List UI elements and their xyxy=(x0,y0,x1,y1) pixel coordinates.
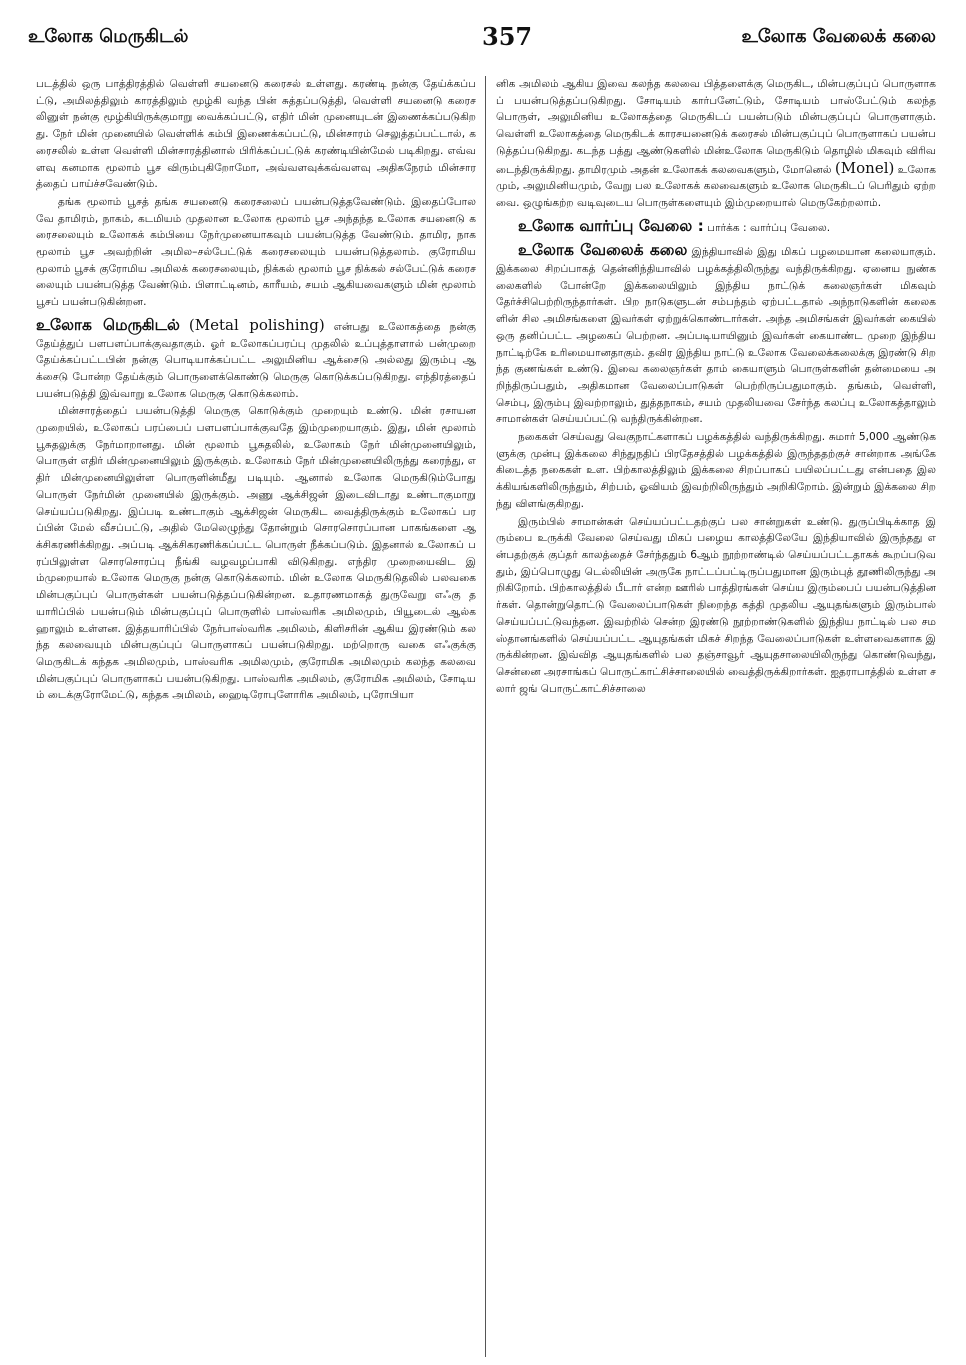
entry-metal-polishing xyxy=(36,315,476,403)
paragraph-text: உலோகமும், அலுமினியமும், வேறு பல உலோகக் கலவைகளும் உலோக மெருகிடப் பெரிதும் ஏற்றவை. ஒழுங்கற்ற வடிவுடைய பொருள்களையும் இம்முறையால் மெருகேற்றலாம். xyxy=(496,163,936,209)
entry-english-term: (Metal polishing) xyxy=(188,315,325,334)
entry-heading: உலோக மெருகிடல் xyxy=(36,315,180,334)
page-header xyxy=(28,22,936,60)
paragraph: நகைகள் செய்வது வெகுநாட்களாகப் பழக்கத்தில் வந்திருக்கிறது. சுமார் 5,000 ஆண்டுகளுக்கு முன்பு இக்கலை சிந்துநதிப் பிரதேசத்தில் பழக்கத்தில் இருந்ததற்குச் சான்றாக அங்கே கிடைத்த நகைகள் உள. பிற்காலத்திலும் இக்கலை சிறப்பாகப் பயிலப்பட்டது என்பதை இலக்கியங்களிலிருந்தும், சிற்பம், ஓவியம் இவற்றிலிருந்தும் அறிகிறோம். இன்றும் இக்கலை சிறந்து விளங்குகிறது. xyxy=(496,431,936,510)
entry-heading: உலோக வேலைக் கலை xyxy=(518,241,688,260)
entry-text: இந்தியாவில் இது மிகப் பழமையான கலையாகும். இக்கலை சிறப்பாகத் தென்னிந்தியாவில் பழக்கத்திலிருந்து வந்திருக்கிறது. ஏனைய நுண்கலைகளில் போன்றே இக்கலையிலும் இந்திய நாட்டுக் கலைஞர்கள் மிகவும் தேர்ச்சிபெற்றிருந்தார்கள். பிற நாடுகளுடன் சம்பந்தம் ஏற்பட்டதால் அந்நாடுகளின் கலைகளின் சில அமிசங்களை இவர்கள் ஏற்றுக்கொண்டார்கள். அந்த அமிசங்கள் இவர்கள் கையில் ஒரு தனிப்பட்ட அழகைப் பெற்றன. அப்படியாயினும் இவர்கள் கையாண்ட முறை இந்திய நாட்டிற்கே உரிமையானதாகும். தவிர இந்திய நாட்டு உலோக வேலைக்கலைக்கு இரண்டு சிறந்த குணங்கள் உண்டு. இவை கலைஞர்கள் தாம் கையாளும் பொருள்களின் தன்மையை அறிந்திருப்பதும், அதிகமான வேலைப்பாடுகள் பெற்றிருப்பதுமாகும். தங்கம், வெள்ளி, செம்பு, இரும்பு இவற்றாலும், துத்தநாகம், சயம் முதலியவை சேர்ந்த கலப்பு உலோகத்தாலும் சாமான்கள் செய்யப்பட்டு வந்திருக்கின்றன. xyxy=(496,246,936,426)
entry-text: பார்க்க : வார்ப்பு வேலை. xyxy=(703,221,831,234)
running-head-right: உலோக வேலைக் கலை xyxy=(741,26,936,47)
left-column xyxy=(36,76,476,1357)
paragraph-text: னிக அமிலம் ஆகிய இவை கலந்த கலவை பித்தளைக்கு மெருகிட, மின்பகுப்புப் பொருளாகப் பயன்படுத்தப்படுகிறது. சோடியம் கார்பனேட்டும், சோடியம் பாஸ்பேட்டும் கலந்த பொருள், அலுமினிய உலோகத்தை மெருகிடப் பயன்படும் மின்பகுப்புப் பொருளாகும். வெள்ளி உலோகத்தை மெருகிடக் காரசயனைடுக் கரைசல் மின்பகுப்புப் பொருளாகப் பயன்படுத்தப்படுகிறது. கடந்த பத்து ஆண்டுகளில் மின்உலோக மெருகிடும் தொழில் மிகவும் விரிவடைந்திருக்கிறது. தாமிரமும் அதன் உலோகக் கலவைகளும், மோனெல் xyxy=(496,78,936,176)
paragraph xyxy=(496,76,936,212)
running-head-left: உலோக மெருகிடல் xyxy=(28,26,189,47)
paragraph: மின்சாரத்தைப் பயன்படுத்தி மெருகு கொடுக்கும் முறையும் உண்டு. மின் ரசாயன முறையில், உலோகப் பரப்பைப் பளபளப்பாக்குவதே இம்முறையாகும். இது, மின் மூலாம் பூசுதலுக்கு நேர்மாறானது. மின் மூலாம் பூசுதலில், உலோகம் நேர் மின்முனையிலும், பொருள் எதிர் மின்முனையிலும் இருக்கும். உலோகம் நேர் மின்முனையிலிருந்து கரைந்து, எதிர் மின்முனையிலுள்ள பொருளின்மீது படியும். ஆனால் உலோக மெருகிடும்போது பொருள் நேர்மின் முனையில் இருக்கும். அணு ஆக்சிஜன் இடைவிடாது உண்டாகுமாறு செய்யப்படுகிறது. இப்படி உண்டாகும் ஆக்சிஜன் மெருகிட வைத்திருக்கும் உலோகப் பரப்பின் மேல் வீசப்பட்டு, அதில் மேலெழுந்து தோன்றும் சொரசொரப்பான பாகங்களை ஆக்சிகரணிக்கிறது. அப்படி ஆக்சிகரணிக்கப்பட்ட பொருள் நீக்கப்படும். இதனால் உலோகப் பரப்பிலுள்ள சொரசொரப்பு நீங்கி வழவழப்பாகி விடுகிறது. எந்திர முறையைவிட இம்முறையால் உலோக மெருகு நன்கு கொடுக்கலாம். மின் உலோக மெருகிடுதலில் பலவகை மின்பகுப்புப் பொருள்கள் பயன்படுத்தப்படுகின்றன. உதாரணமாகத் துருவேறு எஃகு தயாரிப்பில் பயன்படும் மின்பகுப்புப் பொருளில் பாஸ்வரிக அமிலமும், பியூடைல் ஆல்கஹாலும் உள்ளன. இத்தயாரிப்பில் நேர்பாஸ்வரிக அமிலம், கிளிசரின் ஆகிய இரண்டும் கலந்த கலவையும் மின்பகுப்புப் பொருளாகப் பயன்படுகிறது. மற்றொரு வகை எஃகுக்கு மெருகிடக் கந்தக அமிலமும், பாஸ்வரிக அமிலமும், குரோமிக அமிலமும் கலந்த கலவை மின்பகுப்புப் பொருளாகப் பயன்படுகிறது. பாஸ்வரிக அமிலம், குரோமிக அமிலம், சோடியம் டைக்குரோமேட்டு, கந்தக அமிலம், ஹைடிரோபுளோரிக அமிலம், புரோபியா xyxy=(36,405,476,702)
paragraph: தங்க மூலாம் பூசத் தங்க சயனைடு கரைசலைப் பயன்படுத்தவேண்டும். இதைப்போலவே தாமிரம், நாகம், கடமியம் முதலான உலோக மூலாம் பூச அந்தந்த உலோக சயனைடு கரைசலையும் உலோகக் கம்பியை நேர்முனையாகவும் பயன்படுத்த வேண்டும். தாமிர, நாகமூலாம் பூச அவற்றின் அமில–சல்பேட்டுக் கரைசலையும் பயன்படுத்தலாம். குரோமிய மூலாம் பூசக் குரோமிய அமிலக் கரைசலையும், நிக்கல் மூலாம் பூச நிக்கல் சல்பேட்டுக் கரைசலையும் பயன்படுத்த வேண்டும். பிளாட்டினம், காரீயம், சயம் ஆகியவைகளும் மின் மூலாம் பூசப் பயன்படுகின்றன. xyxy=(36,195,476,309)
entry-metal-work-art xyxy=(496,240,936,428)
paragraph: படத்தில் ஒரு பாத்திரத்தில் வெள்ளி சயனைடு கரைசல் உள்ளது. கரண்டி நன்கு தேய்க்கப்பட்டு, அமிலத்திலும் காரத்திலும் மூழ்கி வந்த பின் சுத்தப்படுத்தி, வெள்ளி சயனைடு கரைசலினுள் நன்கு மூழ்கியிருக்குமாறு வைக்கப்பட்டு, எதிர் மின் முனையுடன் இணைக்கப்படுகிறது. நேர் மின் முனையில் வெள்ளிக் கம்பி இணைக்கப்பட்டு, மின்சாரம் செலுத்தப்பட்டால், கரைசலில் உள்ள வெள்ளி மின்சாரத்தினால் பிரிக்கப்பட்டுக் கரண்டியின்மேல் படிகிறது. எவ்வளவு கனமாக மூலாம் பூச விரும்புகிறோமோ, அவ்வளவுக்கவ்வளவு அதிகநேரம் மின்சாரத்தைப் பாய்ச்சவேண்டும். xyxy=(36,78,476,191)
english-term: (Monel) xyxy=(834,158,895,177)
paragraph: இரும்பில் சாமான்கள் செய்யப்பட்டதற்குப் பல சான்றுகள் உண்டு. துருப்பிடிக்காத இரும்பை உருக்கி வேலை செய்வது மிகப் பழைய காலத்திலேயே இந்தியாவில் இருந்தது என்பதற்குக் குப்தர் காலத்தைச் சேர்ந்ததும் 6ஆம் நூற்றாண்டில் செய்யப்பட்டதாகக் கூறப்படுவதும், இப்பொழுது டெல்லியின் அருகே நாட்டப்பட்டிருப்பதுமான இரும்புத் தூணிலிருந்து அறிகிறோம். பிற்காலத்தில் பீடார் என்ற ஊரில் பாத்திரங்கள் செய்ய இரும்பைப் பயன்படுத்தினர்கள். தொன்றுதொட்டு வேலைப்பாடுகள் நிறைந்த கத்தி முதலிய ஆயுதங்களும் இரும்பால் செய்யப்பட்டுவந்தன. இவற்றில் சென்ற இரண்டு நூற்றாண்டுகளில் இந்திய நாட்டில் பல சமஸ்தானங்களில் செய்யப்பட்ட ஆயுதங்கள் மிகச் சிறந்த வேலைப்பாடுகள் உள்ளவைகளாக இருக்கின்றன. இவ்வித ஆயுதங்களில் பல தஞ்சாவூர் ஆயுதசாலையிலிருந்து கொண்டுவந்து, சென்னை அரசாங்கப் பொருட்காட்சிச்சாலையில் வைத்திருக்கிறார்கள். ஐதராபாத்தில் உள்ள சலார் ஜங் பொருட்காட்சிச்சாலை xyxy=(496,515,936,695)
entry-heading: உலோக வார்ப்பு வேலை : xyxy=(518,216,704,235)
entry-text: என்பது உலோகத்தை நன்கு தேய்த்துப் பளபளப்பாக்குவதாகும். ஓர் உலோகப்பரப்பு முதலில் உப்புத்தாளால் பன்முறை தேய்க்கப்பட்டபின் நன்கு பொடியாக்கப்பட்ட அலுமினிய ஆக்சைடு அல்லது இரும்பு ஆக்சைடு போன்ற தேய்க்கும் பொருளைக்கொண்டு மெருகு கொடுக்கப்படுகிறது. எந்திரத்தைப் பயன்படுத்தி இவ்வாறு உலோக மெருகு கொடுக்கலாம். xyxy=(36,320,476,400)
page-number: 357 xyxy=(482,22,533,51)
column-divider xyxy=(485,76,486,1357)
right-column xyxy=(496,76,936,1357)
entry-metal-casting xyxy=(496,216,936,237)
